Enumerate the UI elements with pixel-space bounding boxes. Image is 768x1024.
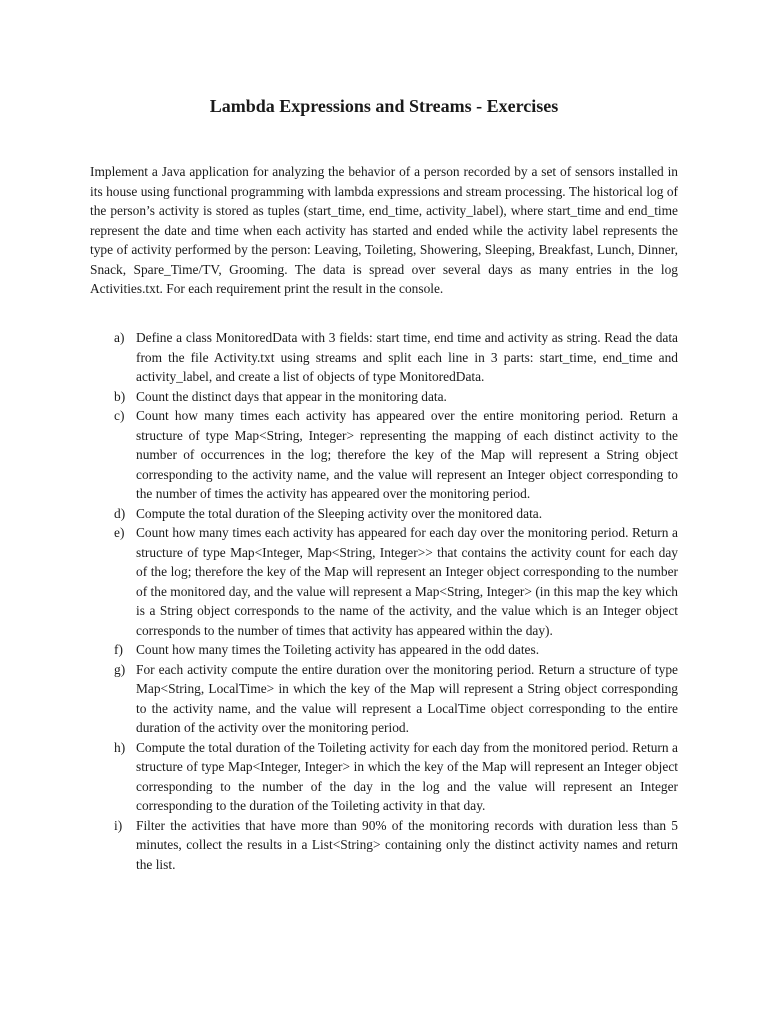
task-item	[90, 523, 678, 640]
task-list	[90, 328, 678, 874]
task-marker: d)	[114, 505, 126, 521]
task-item	[90, 406, 678, 504]
task-marker: a)	[114, 330, 125, 345]
task-marker: f)	[114, 642, 123, 657]
task-item	[90, 504, 678, 524]
task-text: Compute the total duration of the Sleeping activity over the monitored data.	[136, 505, 543, 521]
task-item	[90, 640, 678, 660]
task-text: Count the distinct days that appear in the monitoring data.	[136, 388, 447, 404]
task-marker: i)	[114, 817, 123, 833]
task-text: Count how many times the Toileting activity has appeared in the odd dates.	[136, 642, 540, 657]
task-item	[90, 328, 678, 387]
task-text: Compute the total duration of the Toileting activity for each day from the monitored period. Return a structure of type Map<Integer, Integer> in which the key of the Map will represent an Integer object corresponding to the number of the day in the log and the value will represent an Integer corresponding to the duration of the Toileting activity in that day.	[136, 739, 678, 813]
task-marker: e)	[114, 525, 125, 540]
document-title: Lambda Expressions and Streams - Exercises	[209, 96, 559, 116]
task-item	[90, 660, 678, 738]
task-item	[90, 816, 678, 875]
task-item	[90, 738, 678, 816]
task-marker: c)	[114, 408, 125, 423]
intro-paragraph: Implement a Java application for analyzing the behavior of a person recorded by a set of sensors installed in its house using functional programming with lambda expressions and stream processing. The historical log of the person’s activity is stored as tuples (start_time, end_time, activity_label), where start_time and end_time represent the date and time when each activity has started and ended while the activity label represents the type of activity performed by the person: Leaving, Toileting, Showering, Sleeping, Breakfast, Lunch, Dinner, Snack, Spare_Time/TV, Grooming. The data is spread over several days as many entries in the log Activities.txt. For each requirement print the result in the console.	[90, 164, 678, 296]
task-text: Filter the activities that have more than 90% of the monitoring records with duration less than 5 minutes, collect the results in a List<String> containing only the distinct activity names and return the list.	[136, 817, 678, 872]
task-text: For each activity compute the entire duration over the monitoring period. Return a structure of type Map<String, LocalTime> in which the key of the Map will represent a String object corresponding to the activity name, and the value will represent a LocalTime object corresponding to the entire duration of the activity over the monitoring period.	[136, 661, 678, 735]
task-text: Count how many times each activity has appeared for each day over the monitoring period. Return a structure of type Map<Integer, Map<String, Integer>> that contains the activity count for each day of the log; therefore the key of the Map will represent an Integer object corresponding to the number of the monitored day, and the value will represent a Map<String, Integer> (in this map the key which is a String object corresponds to the name of the activity, and the value which is an Integer object corresponds to the number of times that activity has appeared within the day).	[136, 525, 678, 638]
task-text: Define a class MonitoredData with 3 fields: start time, end time and activity as string. Read the data from the file Activity.txt using streams and split each line in 3 parts: start_time, end_time and activity_label, and create a list of objects of type MonitoredData.	[136, 330, 678, 384]
task-text: Count how many times each activity has appeared over the entire monitoring period. Return a structure of type Map<String, Integer> representing the mapping of each distinct activity to the number of occurrences in the log; therefore the key of the Map will represent a String object corresponding to the activity name, and the value will represent an Integer object corresponding to the number of times the activity has appeared over the monitoring period.	[136, 408, 678, 501]
task-marker: b)	[114, 388, 126, 404]
task-marker: g)	[114, 661, 126, 677]
task-item	[90, 387, 678, 407]
task-marker: h)	[114, 739, 126, 755]
